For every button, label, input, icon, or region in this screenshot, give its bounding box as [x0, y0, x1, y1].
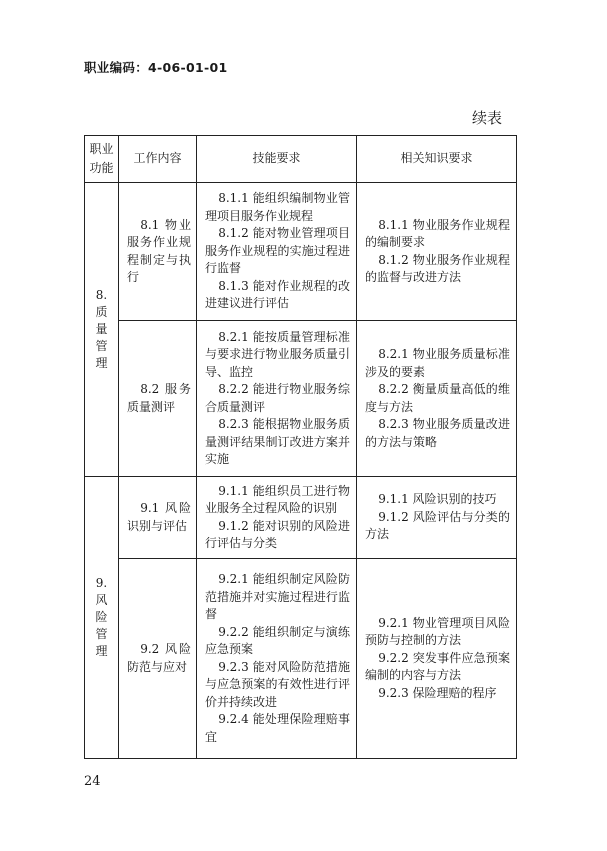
table-row	[85, 183, 517, 321]
header-function: 职业 功能	[85, 136, 119, 183]
skill-cell: 8.1.1 能组织编制物业管理项目服务作业规程 8.1.2 能对物业管理项目服务作业规程的实施过程进行监督 8.1.3 能对作业规程的改进建议进行评估	[197, 183, 357, 321]
continued-label: 续表	[472, 109, 503, 127]
skill-cell: 9.2.1 能组织制定风险防范措施并对实施过程进行监督 9.2.2 能组织制定与演练应急预案 9.2.3 能对风险防范措施与应急预案的有效性进行评价并持续改进 9.2.4 能处理保险理赔事宜	[197, 559, 357, 759]
knowledge-cell: 8.2.1 物业服务质量标准涉及的要素 8.2.2 衡量质量高低的维度与方法 8.2.3 物业服务质量改进的方法与策略	[357, 321, 517, 477]
knowledge-cell: 9.2.1 物业管理项目风险预防与控制的方法 9.2.2 突发事件应急预案编制的内容与方法 9.2.3 保险理赔的程序	[357, 559, 517, 759]
table-header-row	[85, 136, 517, 183]
skill-cell: 8.2.1 能按质量管理标准与要求进行物业服务质量引导、监控 8.2.2 能进行物业服务综合质量测评 8.2.3 能根据物业服务质量测评结果制订改进方案并实施	[197, 321, 357, 477]
knowledge-cell: 8.1.1 物业服务作业规程的编制要求 8.1.2 物业服务作业规程的监督与改进方法	[357, 183, 517, 321]
skill-cell: 9.1.1 能组织员工进行物业服务全过程风险的识别 9.1.2 能对识别的风险进行评估与分类	[197, 477, 357, 559]
knowledge-cell: 9.1.1 风险识别的技巧 9.1.2 风险评估与分类的方法	[357, 477, 517, 559]
header-knowledge: 相关知识要求	[357, 136, 517, 183]
work-cell: 9.2 风险防范与应对	[119, 559, 197, 759]
function-cell-risk: 9. 风 险 管 理	[85, 477, 119, 759]
table-row	[85, 559, 517, 759]
table-row	[85, 477, 517, 559]
work-cell: 9.1 风险识别与评估	[119, 477, 197, 559]
header-work: 工作内容	[119, 136, 197, 183]
page-number: 24	[84, 774, 101, 789]
work-cell: 8.1 物业服务作业规程制定与执行	[119, 183, 197, 321]
header-skill: 技能要求	[197, 136, 357, 183]
occupation-code: 职业编码：4-06-01-01	[84, 60, 228, 75]
function-cell-quality: 8. 质 量 管 理	[85, 183, 119, 477]
table-row	[85, 321, 517, 477]
work-cell: 8.2 服务质量测评	[119, 321, 197, 477]
requirements-table	[84, 135, 517, 759]
